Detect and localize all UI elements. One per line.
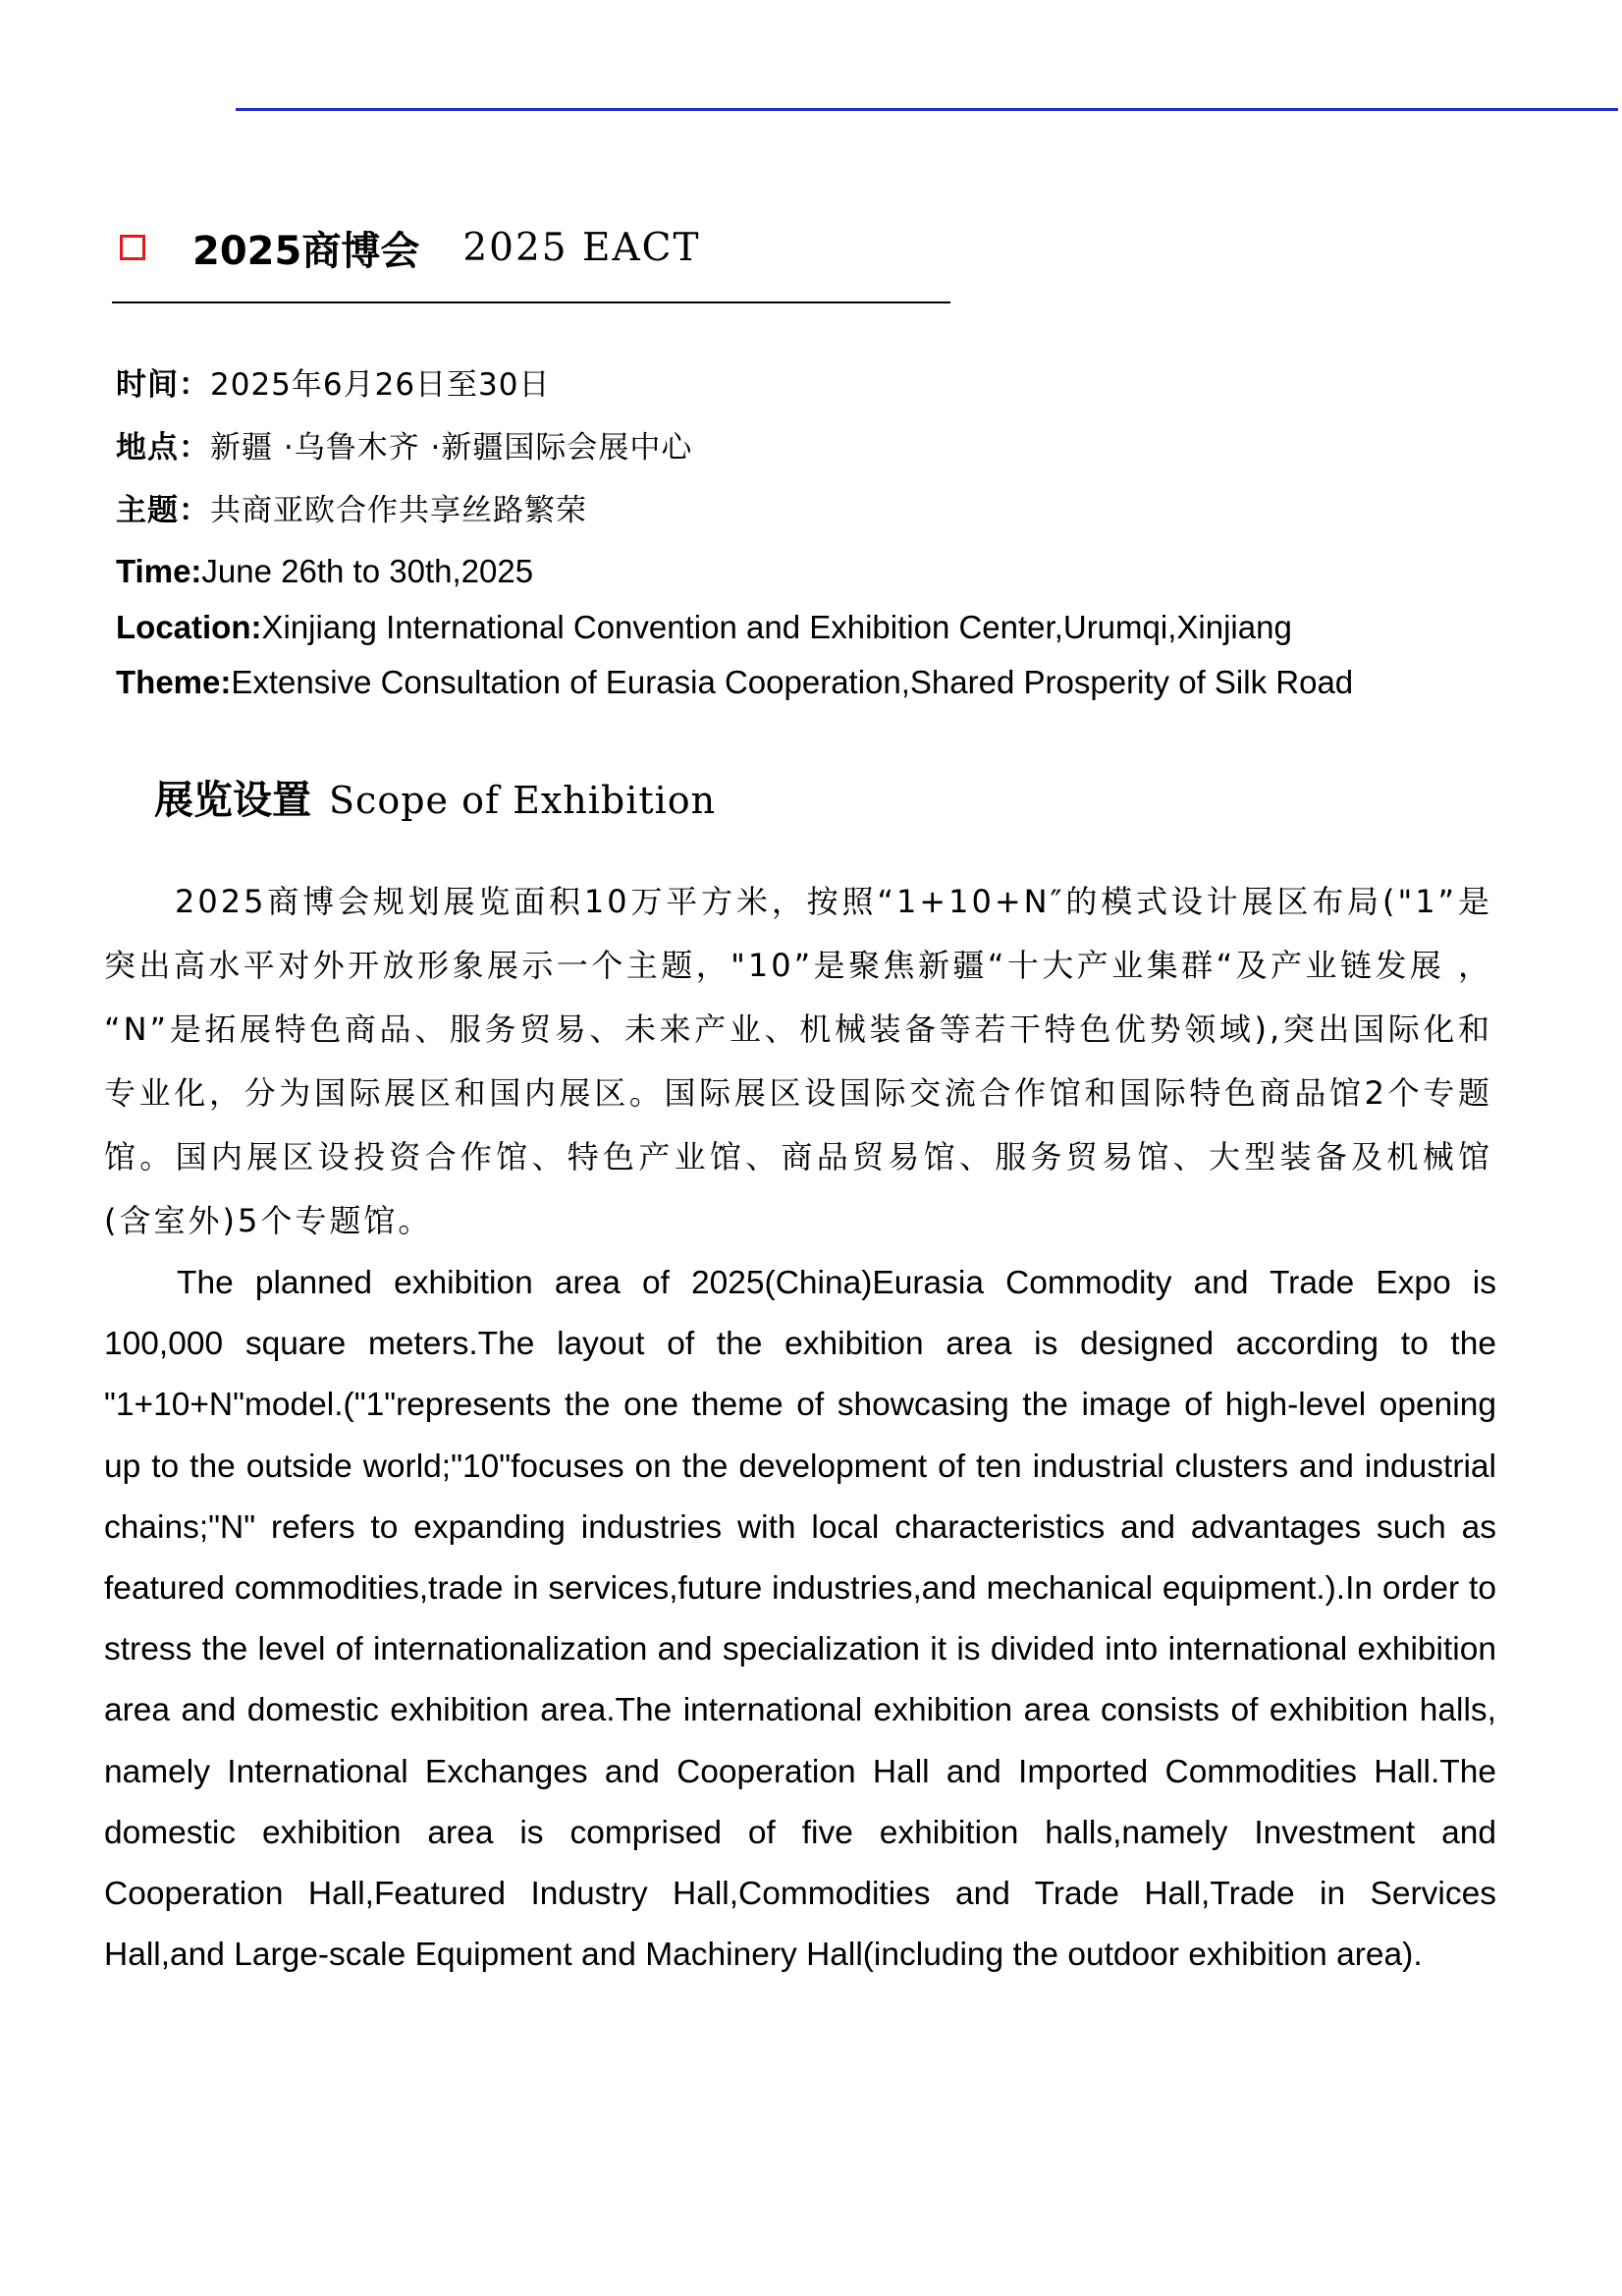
info-location-value-en: Xinjiang International Convention and Exhibition Center,Urumqi,Xinjiang — [261, 609, 1292, 645]
paragraph-en: The planned exhibition area of 2025(China)Eurasia Commodity and Trade Expo is 100,000 square meters.The layout of the exhibition area is designed according to the "1+10+N"model.("1"represents the one theme of showcasing the image of high-level opening up to the outside world;"10"focuses on the development of ten industrial clusters and industrial chains;"N" refers to expanding industries with local characteristics and advantages such as featured commodities,trade in services,future industries,and mechanical equipment.).In order to stress the level of internationalization and specialization it is divided into international exhibition area and domestic exhibition area.The international exhibition area consists of exhibition halls, namely International Exchanges and Cooperation Hall and Imported Commodities Hall.The domestic exhibition area is comprised of five exhibition halls,namely Investment and Cooperation Hall,Featured Industry Hall,Commodities and Trade Hall,Trade in Services Hall,and Large-scale Equipment and Machinery Hall(including the outdoor exhibition area). — [104, 1265, 1496, 1974]
section-title — [154, 769, 716, 825]
info-location-cn — [116, 422, 692, 466]
info-theme-value-en: Extensive Consultation of Eurasia Cooperation,Shared Prosperity of Silk Road — [231, 664, 1354, 700]
header-accent-rule — [236, 108, 1618, 111]
paragraph-cn: 2025商博会规划展览面积10万平方米，按照“1+10+N″的模式设计展区布局("1”是突出高水平对外开放形象展示一个主题，"10”是聚焦新疆“十大产业集群“及产业链发展 ， “N”是拓展特色商品、服务贸易、未来产业、机械装备等若干特色优势领域),突出国际化和专业化，分为国际展区和国内展区。国际展区设国际交流合作馆和国际特色商品馆2个专题馆。国内展区设投资合作馆、特色产业馆、商品贸易馆、服务贸易馆、大型装备及机械馆(含室外)5个专题馆。 — [104, 883, 1492, 1239]
heading-title-cn: 2025商博会 — [192, 228, 420, 274]
heading-title-en: 2025 EACT — [462, 225, 701, 270]
info-location-en — [116, 609, 1292, 646]
info-time-label-cn: 时间： — [116, 367, 210, 403]
page-heading — [116, 218, 700, 277]
info-time-value-en: June 26th to 30th,2025 — [201, 553, 534, 589]
info-time-en — [116, 553, 533, 590]
section-title-cn: 展览设置 — [154, 778, 311, 823]
info-theme-cn — [116, 485, 587, 529]
heading-underline — [112, 301, 950, 303]
checkbox-square-icon — [120, 235, 145, 260]
info-theme-label-cn: 主题： — [116, 493, 210, 528]
info-time-cn — [116, 359, 551, 404]
info-location-label-en: Location: — [116, 609, 262, 645]
info-time-value-cn: 2025年6月26日至30日 — [210, 367, 551, 403]
section-title-en: Scope of Exhibition — [329, 779, 717, 822]
info-theme-en — [116, 664, 1353, 701]
info-theme-label-en: Theme: — [116, 664, 232, 700]
info-location-value-cn: 新疆 ·乌鲁木齐 ·新疆国际会展中心 — [210, 430, 693, 465]
info-time-label-en: Time: — [116, 553, 202, 589]
info-theme-value-cn: 共商亚欧合作共享丝路繁荣 — [210, 493, 587, 528]
info-location-label-cn: 地点： — [116, 430, 210, 465]
